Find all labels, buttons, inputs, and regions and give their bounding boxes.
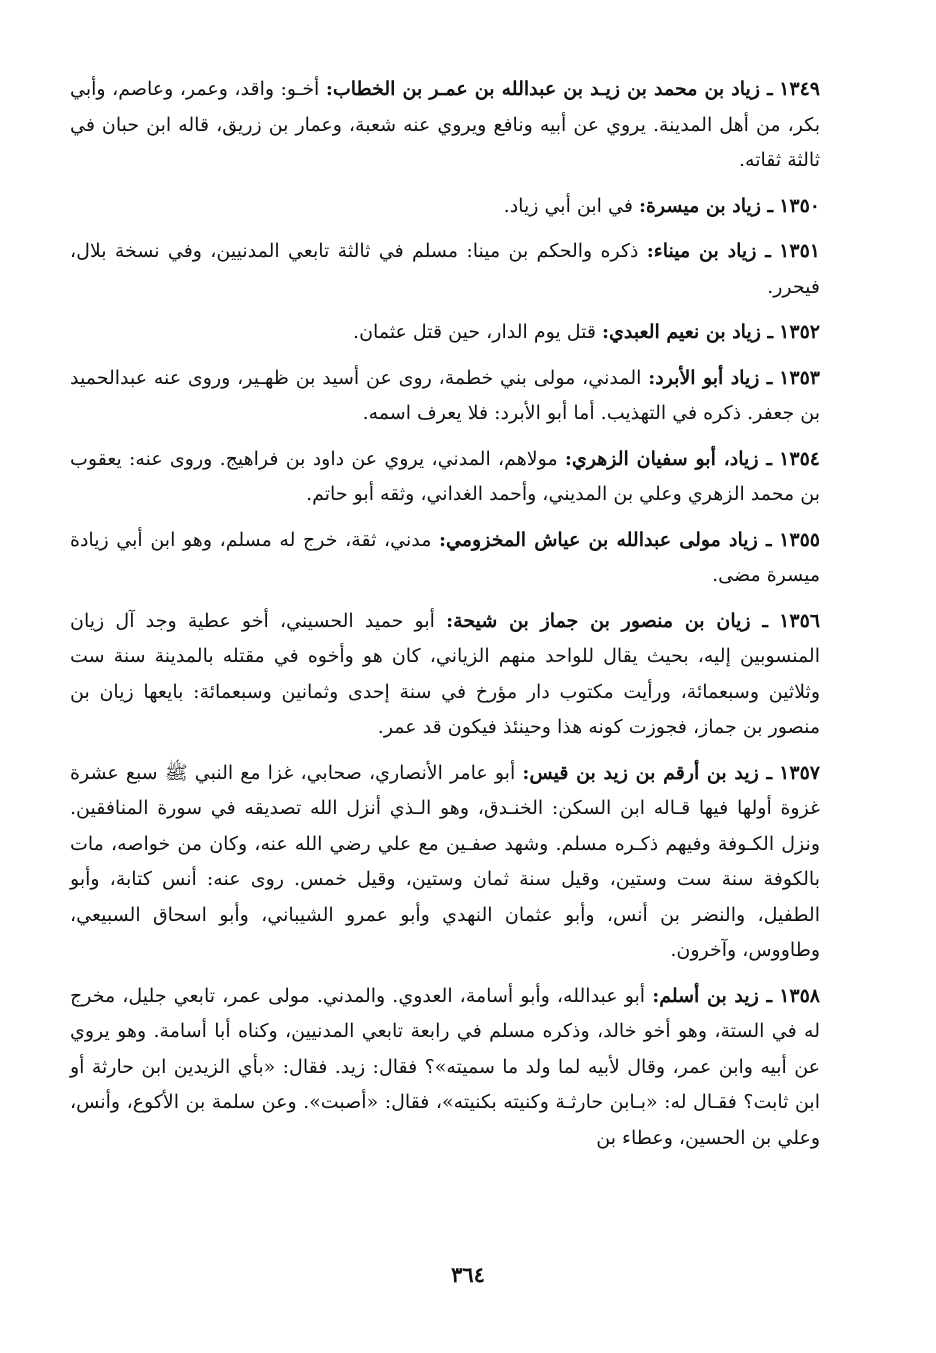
- entry-paragraph: [70, 604, 820, 746]
- entry-paragraph: [70, 442, 820, 513]
- entry-heading: ـ زيد بن أرقم بن زيد بن قيس:: [522, 761, 773, 784]
- entry-number: ١٣٥٣: [779, 366, 820, 389]
- entry-heading: ـ زياد، أبو سفيان الزهري:: [564, 447, 772, 470]
- entry-number: ١٣٥٥: [779, 528, 820, 551]
- entry-paragraph: [70, 315, 820, 351]
- entry-paragraph: [70, 361, 820, 432]
- entry-1352: [70, 315, 820, 351]
- entry-paragraph: [70, 72, 820, 179]
- entry-text: المدني، مولى بني خطمة، روى عن أسيد بن ظهـير، وروى عنه عبدالحميد بن جعفر. ذكره في التهذيب. أما أبو الأبرد: فلا يعرف اسمه.: [70, 366, 820, 424]
- entry-number: ١٣٥٤: [779, 447, 820, 470]
- entry-heading: ـ زياد بن محمد بن زيـد بن عبدالله بن عمـر بن الخطاب:: [325, 78, 773, 100]
- entry-heading: ـ زيد بن أسلم:: [652, 984, 773, 1007]
- entry-1358: [70, 979, 820, 1157]
- entry-text: قتل يوم الدار، حين قتل عثمان.: [353, 321, 602, 343]
- entry-1355: [70, 523, 820, 594]
- entry-heading: ـ زياد أبو الأبرد:: [648, 366, 773, 389]
- entry-1356: [70, 604, 820, 746]
- entry-1357: [70, 756, 820, 969]
- page-body: [70, 72, 820, 1166]
- entry-text: أبو عامر الأنصاري، صحابي، غزا مع النبي ﷺ سبع عشرة غزوة أولها فيها قـاله ابن السكن: الخنـدق، وهو الـذي أنزل الله تصديقه في سورة المنافقين. ونزل الكـوفة وفيهم ذكـره مسلم. وشهد صفـين مع علي رضي الله عنه، وكان من خواصه، مات بالكوفة سنة ست وستين، وقيل سنة ثمان وستين، وقيل خمس. روى عنه: أنس كتابة، وأبو الطفيل، والنضر بن أنس، وأبو عثمان النهدي وأبو عمرو الشيباني، وأبو اسحاق السبيعي، وطاووس، وآخرون.: [70, 761, 820, 961]
- entry-paragraph: [70, 189, 820, 225]
- entry-heading: ـ زياد مولى عبدالله بن عياش المخزومي:: [439, 528, 772, 551]
- entry-1353: [70, 361, 820, 432]
- entry-number: ١٣٥٠: [779, 194, 820, 217]
- entry-1349: [70, 72, 820, 179]
- entry-number: ١٣٥٢: [779, 321, 820, 343]
- page-number: ٣٦٤: [451, 1262, 485, 1287]
- entry-text: مولاهم، المدني، يروي عن داود بن فراهيج. وروى عنه: يعقوب بن محمد الزهري وعلي بن المديني، وأحمد الغداني، وثقه أبو حاتم.: [70, 447, 820, 505]
- entry-paragraph: [70, 756, 820, 969]
- entry-number: ١٣٥٧: [779, 761, 820, 784]
- entry-paragraph: [70, 523, 820, 594]
- entry-heading: ـ زياد بن ميسرة:: [638, 194, 774, 217]
- entry-number: ١٣٥١: [779, 240, 820, 262]
- entry-number: ١٣٥٨: [779, 984, 821, 1007]
- entry-heading: ـ زيان بن منصور بن جماز بن شيحة:: [446, 609, 768, 632]
- entry-1351: [70, 234, 820, 305]
- entry-heading: ـ زياد بن ميناء:: [646, 240, 771, 262]
- entry-text: مدني، ثقة، خرج له مسلم، وهو ابن أبي زيادة ميسرة مضى.: [70, 528, 820, 586]
- entry-paragraph: [70, 979, 820, 1157]
- entry-paragraph: [70, 234, 820, 305]
- entry-number: ١٣٤٩: [779, 78, 820, 100]
- entry-1350: [70, 189, 820, 225]
- entry-heading: ـ زياد بن نعيم العبدي:: [601, 321, 774, 343]
- entry-text: ذكره والحكم بن مينا: مسلم في ثالثة تابعي المدنيين، وفي نسخة بلال، فيحرر.: [70, 240, 820, 298]
- entry-text: في ابن أبي زياد.: [503, 194, 639, 217]
- entry-text: أخـو: واقد، وعمر، وعاصم، وأبي بكر، من أهل المدينة. يروي عن أبيه ونافع ويروي عنه شعبة، وعمار بن زريق، قاله ابن حبان في ثالثة ثقاته.: [70, 78, 820, 171]
- entry-1354: [70, 442, 820, 513]
- entry-text: أبو عبدالله، وأبو أسامة، العدوي. والمدني. مولى عمر، تابعي جليل، مخرج له في الستة، وهو أخو خالد، وذكره مسلم في رابعة تابعي المدنيين، وكناه أبا أسامة. وهو يروي عن أبيه وابن عمر، وقال لأبيه لما ولد ما سميته»؟ فقال: زيد. فقال: «بأي الزيدين ابن حارثة أو ابن ثابت؟ فقـال له: «بـابن حارثـة وكنيته بكنيته»، فقال: «أصبت». وعن سلمة بن الأكوع، وأنس، وعلي بن الحسين، وعطاء بن: [70, 984, 820, 1149]
- entry-text: أبو حميد الحسيني، أخو عطية وجد آل زيان المنسوبين إليه، بحيث يقال للواحد منهم الزياني، كان هو وأخوه في مقتله بالمدينة سنة ست وثلاثين وسبعمائة، ورأيت مكتوب دار مؤرخ في سنة إحدى وثمانين وسبعمائة: بايعها زيان بن منصور بن جماز، فجوزت كونه هذا وحينئذ فيكون قد عمر.: [70, 609, 820, 738]
- entry-number: ١٣٥٦: [779, 609, 820, 632]
